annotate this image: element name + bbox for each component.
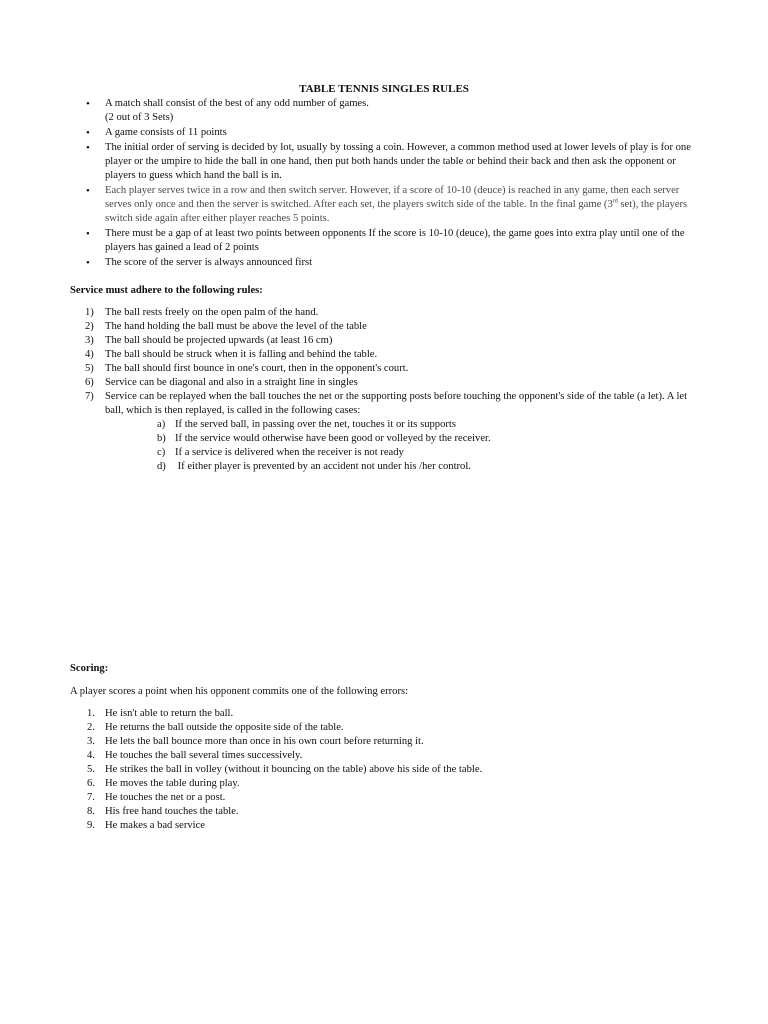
list-item-number: 3. [87, 736, 95, 747]
list-item-number: 6) [85, 377, 94, 388]
scoring-intro: A player scores a point when his opponent commits one of the following errors: [70, 686, 409, 697]
list-item-text: The initial order of serving is decided by lot, usually by tossing a coin. However, a common method used at lower levels of play is for one player or the umpire to hide the ball in one hand, then put both hands under the table or behind their back and then ask the opponent or players to guess which hand the ball is in. [105, 142, 691, 181]
list-item-number: 2. [87, 722, 95, 733]
list-item-text: He returns the ball outside the opposite side of the table. [105, 722, 344, 733]
sub-list-letter: c) [157, 447, 166, 458]
list-item [0, 791, 768, 805]
list-item-number: 4) [85, 349, 94, 360]
list-item-text: He lets the ball bounce more than once in his own court before returning it. [105, 736, 424, 747]
list-item-number: 7. [87, 792, 95, 803]
list-item-text: A match shall consist of the best of any odd number of games. [105, 98, 369, 109]
list-item-number: 5. [87, 764, 95, 775]
list-item-number: 3) [85, 335, 94, 346]
list-item-text: (2 out of 3 Sets) [105, 112, 174, 123]
let-cases-list [105, 418, 690, 474]
list-item-number: 5) [85, 363, 94, 374]
list-item-text: Each player serves twice in a row and then switch server. However, if a score of 10-10 (deuce) is reached in any game, then each server serves only once and then the server is switched. After each set, the players switch side of the table. In the final game (3 [105, 185, 680, 210]
sub-list-letter: a) [157, 419, 166, 430]
list-item-number: 9. [87, 820, 95, 831]
list-item-text: He strikes the ball in volley (without it bouncing on the table) above his side of the table. [105, 764, 483, 775]
bullet-icon: • [86, 127, 90, 139]
superscript: rd [612, 198, 618, 205]
sub-list-item [105, 446, 690, 460]
document-title: TABLE TENNIS SINGLES RULES [299, 83, 469, 95]
general-rules-list [0, 97, 768, 271]
service-rules-heading: Service must adhere to the following rules: [70, 285, 263, 296]
service-rules-list [0, 306, 768, 474]
sub-list-item [105, 432, 690, 446]
sub-list-item [105, 418, 690, 432]
list-item-text: Service can be replayed when the ball touches the net or the supporting posts before touching the opponent's side of the table (a let). A let ball, which is then replayed, is called in the following cases: [105, 391, 688, 416]
list-item [0, 735, 768, 749]
list-item-number: 1. [87, 708, 95, 719]
list-item-text: His free hand touches the table. [105, 806, 239, 817]
list-item-number: 7) [85, 391, 94, 402]
list-item-text: The ball rests freely on the open palm of the hand. [105, 307, 319, 318]
list-item [0, 141, 695, 183]
bullet-icon: • [86, 228, 90, 240]
list-item-text: A game consists of 11 points [105, 127, 227, 138]
list-item [0, 805, 768, 819]
list-item-text: He touches the ball several times successively. [105, 750, 303, 761]
list-item-text: The ball should first bounce in one's court, then in the opponent's court. [105, 363, 409, 374]
list-item [0, 97, 695, 125]
list-item-text: He isn't able to return the ball. [105, 708, 234, 719]
sub-list-text: If the served ball, in passing over the net, touches it or its supports [175, 419, 456, 430]
sub-list-text: If the service would otherwise have been good or volleyed by the receiver. [175, 433, 491, 444]
list-item [0, 721, 768, 735]
sub-list-text: If either player is prevented by an accident not under his /her control. [175, 461, 471, 472]
list-item-text: The hand holding the ball must be above the level of the table [105, 321, 367, 332]
sub-list-letter: d) [157, 461, 166, 472]
list-item [0, 376, 690, 390]
list-item-number: 2) [85, 321, 94, 332]
list-item-number: 8. [87, 806, 95, 817]
list-item [0, 707, 768, 721]
list-item-text: The ball should be struck when it is falling and behind the table. [105, 349, 378, 360]
list-item [0, 819, 768, 833]
list-item-text: There must be a gap of at least two points between opponents If the score is 10-10 (deuce), the game goes into extra play until one of the players has gained a lead of 2 points [105, 228, 685, 253]
list-item [0, 227, 695, 255]
list-item-number: 1) [85, 307, 94, 318]
list-item [0, 348, 690, 362]
list-item [0, 184, 695, 226]
list-item [0, 126, 695, 140]
list-item-text: The ball should be projected upwards (at least 16 cm) [105, 335, 333, 346]
list-item-text: The score of the server is always announced first [105, 257, 313, 268]
bullet-icon: • [86, 142, 90, 154]
sub-list-text: If a service is delivered when the receiver is not ready [175, 447, 404, 458]
list-item-text: He moves the table during play. [105, 778, 240, 789]
list-item-text: set), the players switch side again after either player reaches 5 points. [105, 199, 688, 224]
list-item-text: He touches the net or a post. [105, 792, 226, 803]
sub-list-letter: b) [157, 433, 166, 444]
bullet-icon: • [86, 257, 90, 269]
list-item-text: He makes a bad service [105, 820, 206, 831]
list-item [0, 749, 768, 763]
list-item [0, 362, 690, 376]
list-item [0, 334, 690, 348]
list-item-number: 4. [87, 750, 95, 761]
bullet-icon: • [86, 185, 90, 197]
list-item-number: 6. [87, 778, 95, 789]
list-item [0, 256, 695, 270]
list-item [0, 390, 690, 474]
list-item-text: Service can be diagonal and also in a straight line in singles [105, 377, 358, 388]
sub-list-item [105, 460, 690, 474]
list-item [0, 763, 768, 777]
scoring-heading: Scoring: [70, 663, 109, 674]
bullet-icon: • [86, 98, 90, 110]
list-item [0, 777, 768, 791]
list-item [0, 306, 690, 320]
list-item [0, 320, 690, 334]
scoring-errors-list [0, 707, 768, 833]
